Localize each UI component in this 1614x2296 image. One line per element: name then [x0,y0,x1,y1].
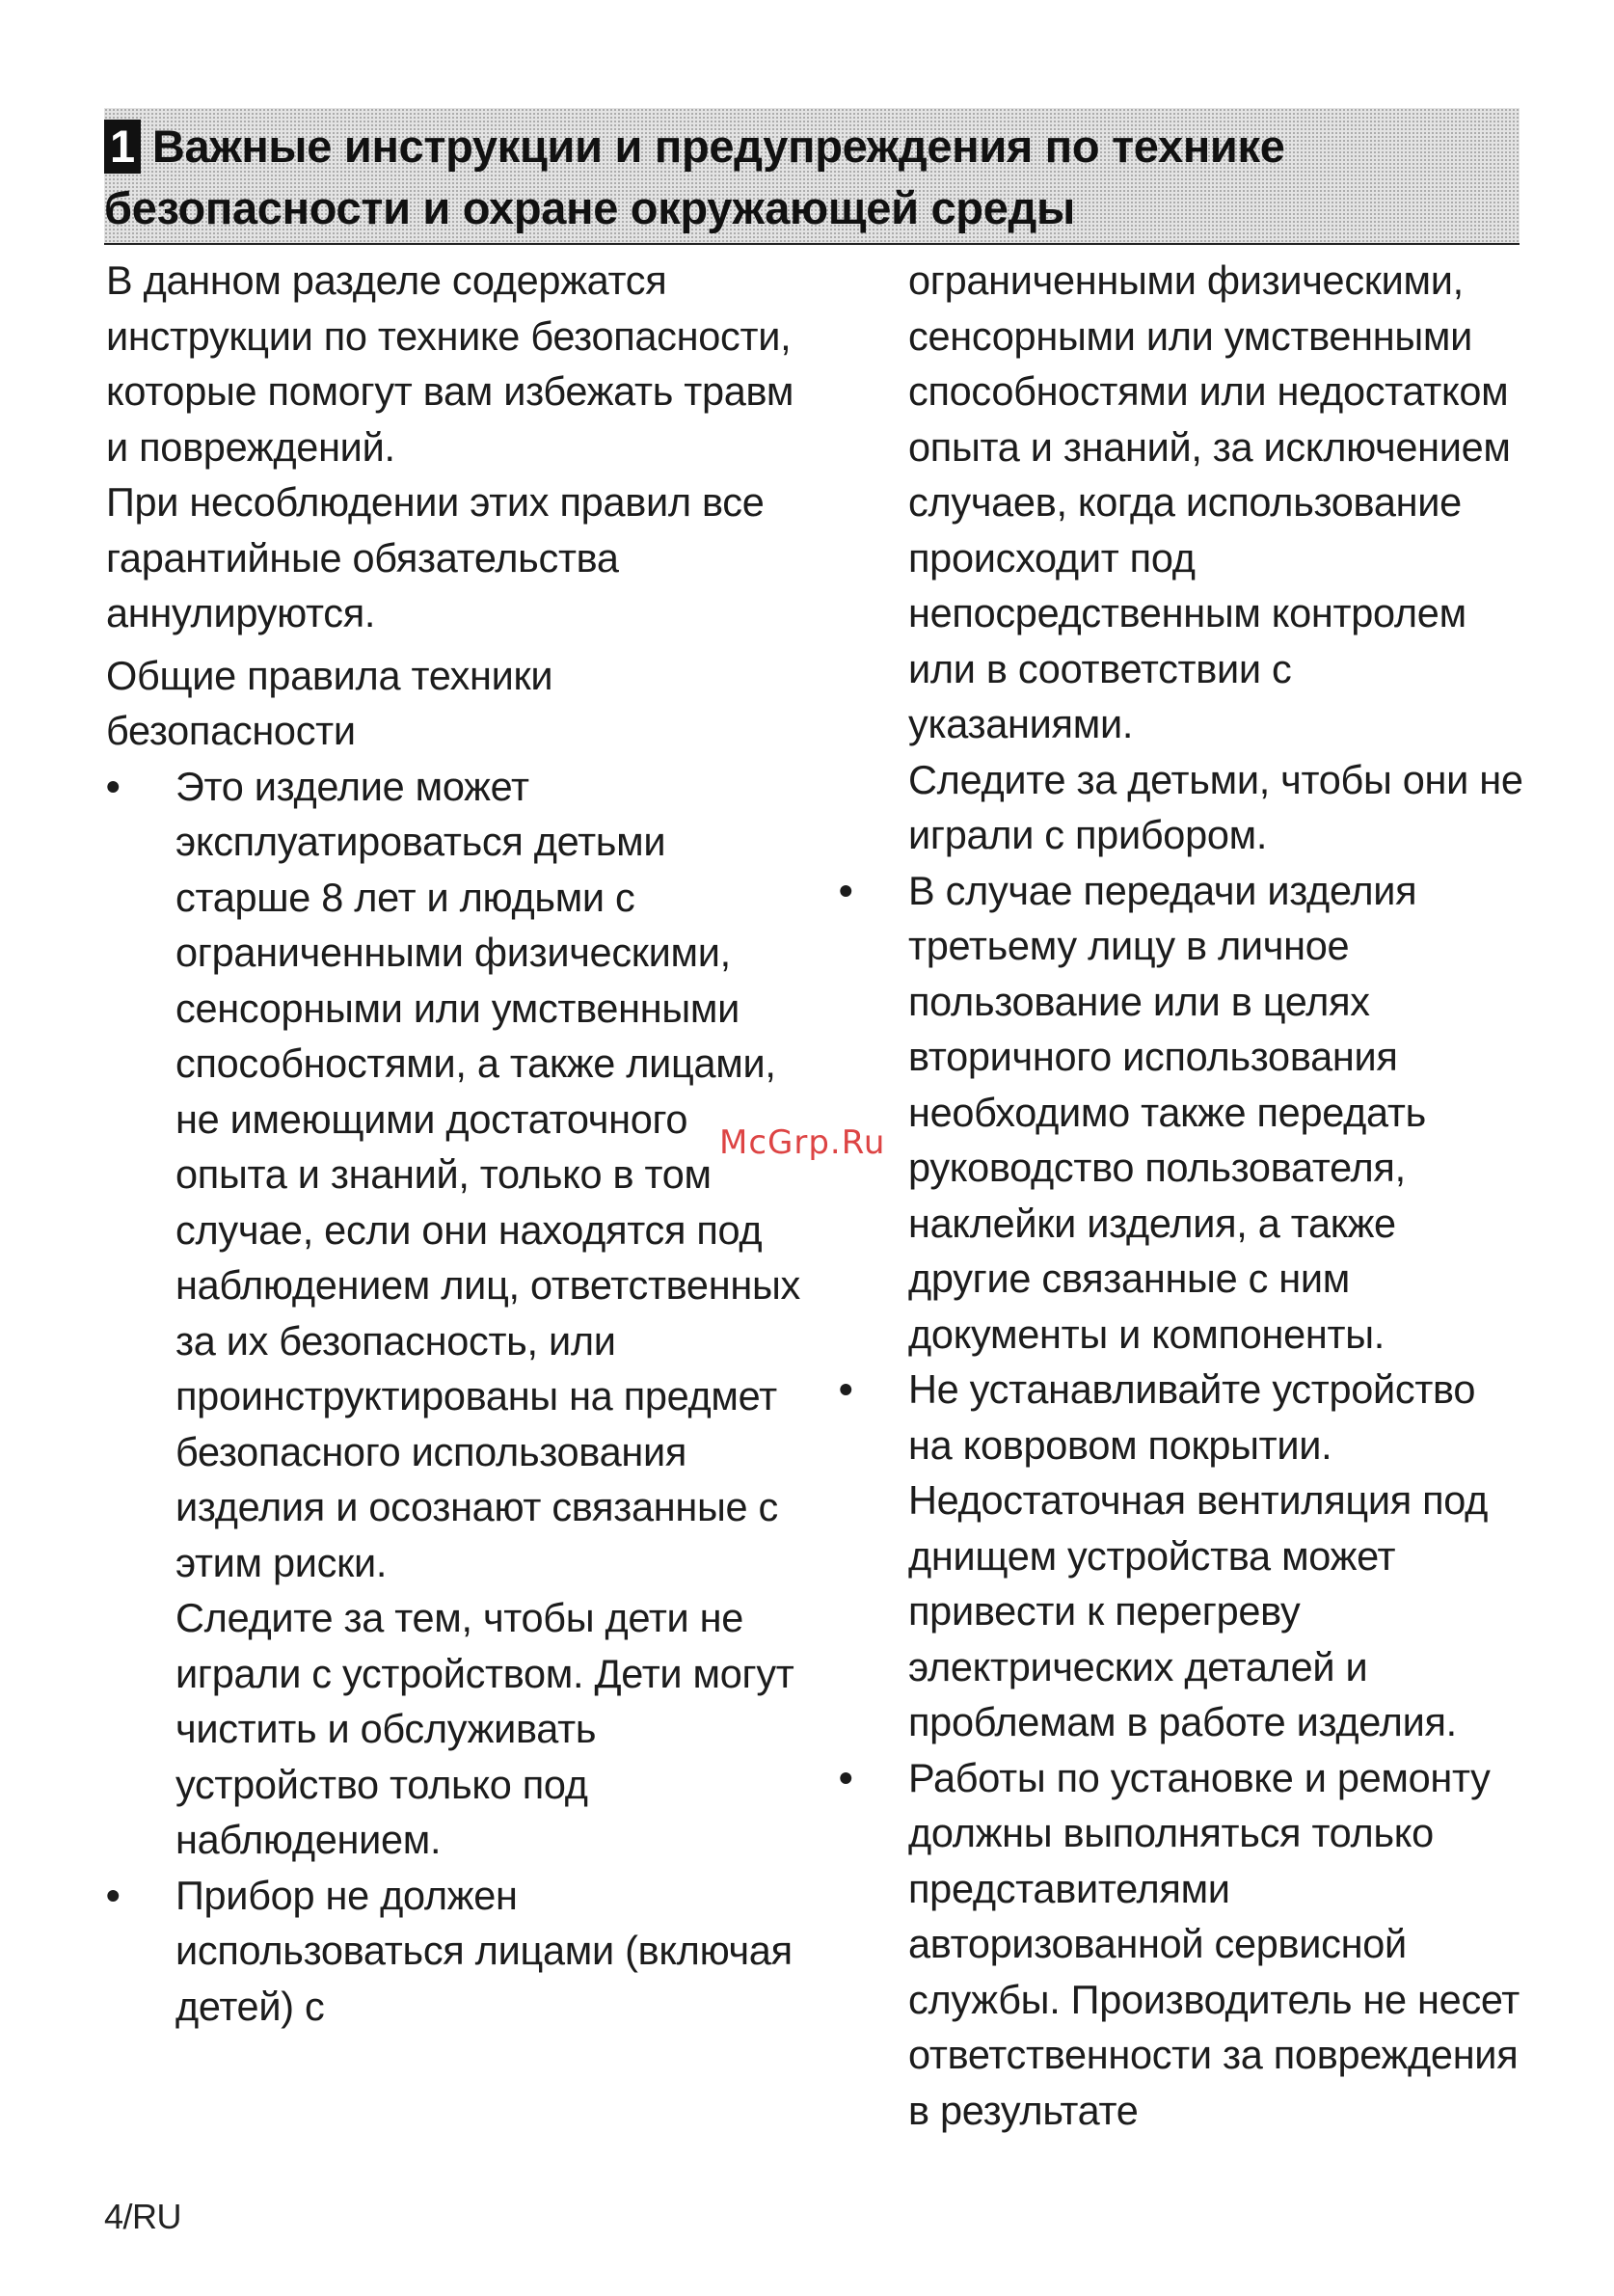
section-header [104,108,1520,245]
bullet-icon: • [106,763,121,809]
watermark: McGrp.Ru [719,1123,886,1162]
bullet-item-3 [839,863,1523,1363]
right-column [839,253,1523,2138]
page-number: 4/RU [104,2197,182,2236]
bullet-text-2: Прибор не должен использоваться лицами (включая детей) с [175,1872,793,2029]
bullet-item-2 [106,1868,800,2035]
bullet-icon: • [839,1366,853,1412]
bullet-item-4 [839,1362,1523,1750]
bullet-text-1: Это изделие может эксплуатироваться детьми старше 8 лет и людьми с ограниченными физическими, сенсорными или умственными способностями, а также лицами, не имеющими достаточного опыта и знаний, только в том случае, если они находятся под наблюдением лиц, ответственных за их безопасность, или проинструктированы на предмет безопасного использования изделия и осознают связанные с этим риски. [175,763,800,1585]
bullet-text-5: Работы по установке и ремонту должны выполняться только представителями авторизованной сервисной службы. Производитель не несет ответственности за повреждения в результате [908,1754,1520,2133]
section-title-text: Важные инструкции и предупреждения по технике безопасности и охране окружающей среды [104,121,1285,233]
section-number: 1 [104,120,141,174]
bullet-item-5 [839,1750,1523,2139]
bullet-text-1-continued: Следите за тем, чтобы дети не играли с устройством. Дети могут чистить и обслуживать устройство только под наблюдением. [175,1595,794,1862]
bullet-text-2-continued: ограниченными физическими, сенсорными или умственными способностями или недостатком опыта и знаний, за исключением случаев, когда использование происходит под непосредственным контролем или в соответствии с указаниями. [908,257,1511,746]
left-column [106,253,800,2034]
bullet-icon: • [839,867,853,913]
bullet-icon: • [839,1754,853,1800]
subheading: Общие правила техники безопасности [106,652,553,753]
section-title [104,116,1493,239]
bullet-icon: • [106,1872,121,1918]
bullet-text-3: В случае передачи изделия третьему лицу в личное пользование или в целях вторичного использования необходимо также передать руководство пользователя, наклейки изделия, а также другие связанные с ним документы и компоненты. [908,867,1426,1357]
bullet-item-1 [106,759,800,1868]
intro-paragraph-1: В данном разделе содержатся инструкции по технике безопасности, которые помогут вам избежать травм и повреждений. [106,257,794,470]
bullet-text-4: Не устанавливайте устройство на ковровом покрытии. Недостаточная вентиляция под днищем устройства может привести к перегреву электрических деталей и проблемам в работе изделия. [908,1366,1489,1744]
intro-paragraph-2: При несоблюдении этих правил все гарантийные обязательства аннулируются. [106,479,765,635]
bullet-text-2-continued-2: Следите за детьми, чтобы они не играли с прибором. [908,756,1523,857]
